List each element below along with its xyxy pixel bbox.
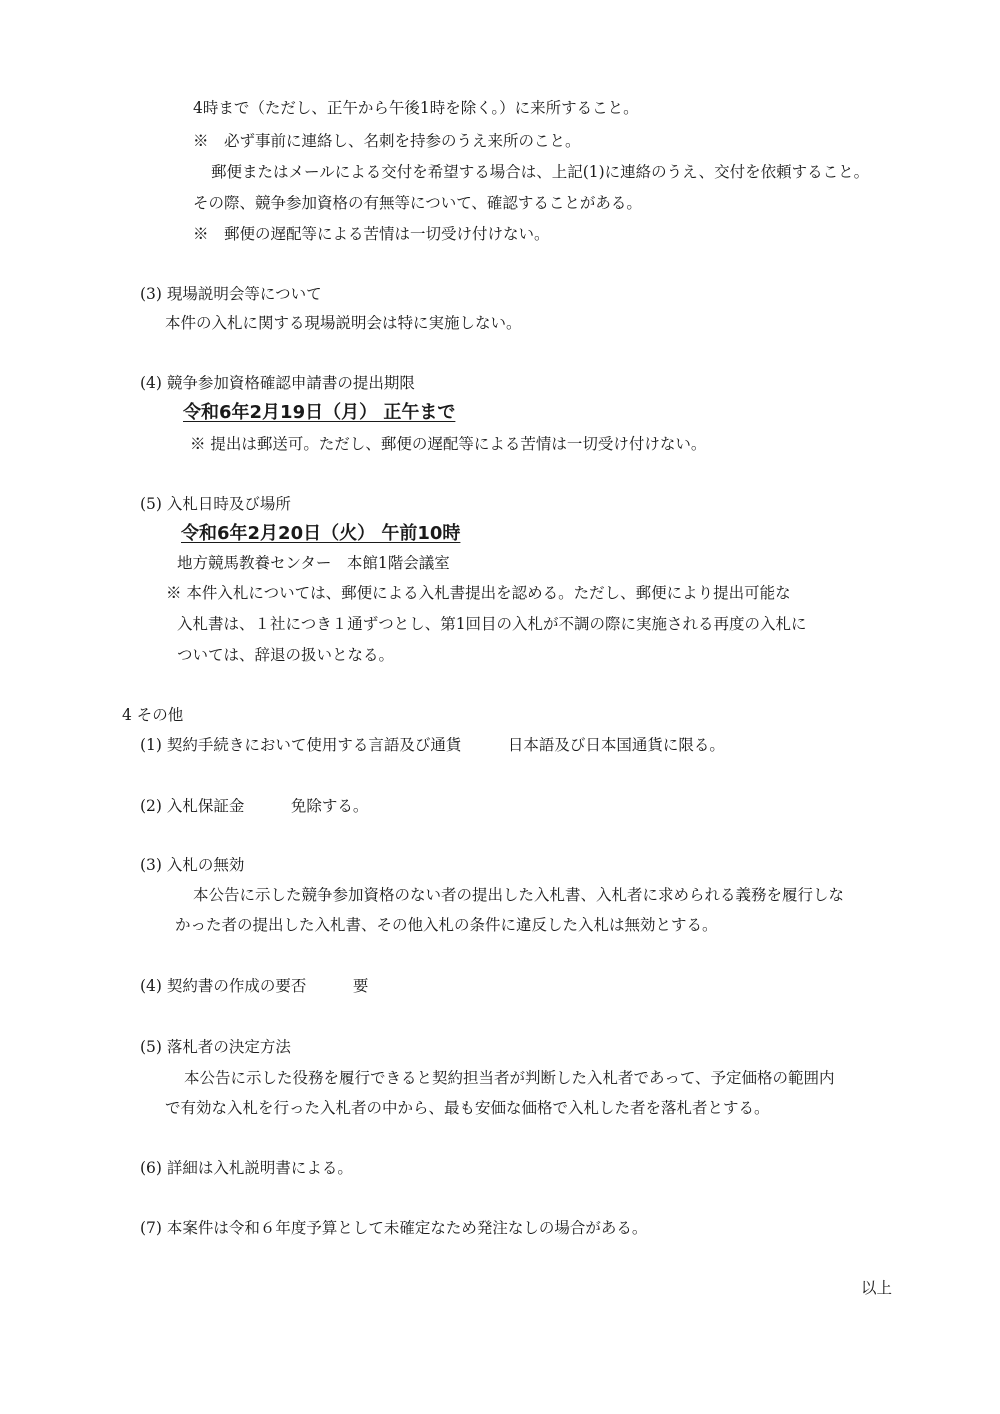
text-line: その際、競争参加資格の有無等について、確認することがある。 [193, 194, 642, 212]
text-line: 本公告に示した競争参加資格のない者の提出した入札書、入札者に求められる義務を履行しな [193, 886, 845, 904]
bid-date: 令和6年2月20日（火） 午前10時 [181, 523, 461, 544]
text-line: 4時まで（ただし、正午から午後1時を除く。）に来所すること。 [193, 99, 639, 117]
text-line: 郵便またはメールによる交付を希望する場合は、上記(1)に連絡のうえ、交付を依頼すること。 [211, 163, 870, 181]
text-line: ※ 必ず事前に連絡し、名刺を持参のうえ来所のこと。 [193, 132, 581, 150]
section-heading: (5) 入札日時及び場所 [140, 495, 291, 513]
list-item: (6) 詳細は入札説明書による。 [140, 1159, 353, 1177]
list-item: (2) 入札保証金 免除する。 [140, 797, 369, 815]
text-line: で有効な入札を行った入札者の中から、最も安価な価格で入札した者を落札者とする。 [165, 1099, 770, 1117]
text-line: かった者の提出した入札書、その他入札の条件に違反した入札は無効とする。 [175, 916, 718, 934]
list-item: (7) 本案件は令和６年度予算として未確定なため発注なしの場合がある。 [140, 1219, 648, 1237]
section-heading: (3) 現場説明会等について [140, 285, 322, 303]
list-item: (3) 入札の無効 [140, 856, 245, 874]
closing-text: 以上 [861, 1279, 893, 1297]
text-line: ※ 郵便の遅配等による苦情は一切受け付けない。 [193, 225, 550, 243]
note-line: ※ 提出は郵送可。ただし、郵便の遅配等による苦情は一切受け付けない。 [190, 435, 707, 453]
note-line: ※ 本件入札については、郵便による入札書提出を認める。ただし、郵便により提出可能な [166, 584, 791, 602]
list-item: (4) 契約書の作成の要否 要 [140, 977, 369, 995]
section-heading: (4) 競争参加資格確認申請書の提出期限 [140, 374, 415, 392]
deadline-date: 令和6年2月19日（月） 正午まで [183, 402, 456, 423]
text-line: 本公告に示した役務を履行できると契約担当者が判断した入札者であって、予定価格の範囲内 [184, 1069, 835, 1087]
list-item: (1) 契約手続きにおいて使用する言語及び通貨 日本語及び日本国通貨に限る。 [140, 736, 725, 754]
list-item: (5) 落札者の決定方法 [140, 1038, 291, 1056]
note-line: ついては、辞退の扱いとなる。 [177, 646, 395, 664]
section-heading: 4 その他 [122, 706, 184, 724]
note-line: 入札書は、１社につき１通ずつとし、第1回目の入札が不調の際に実施される再度の入札に [177, 615, 807, 633]
bid-place: 地方競馬教養センター 本館1階会議室 [177, 554, 450, 572]
text-line: 本件の入札に関する現場説明会は特に実施しない。 [165, 314, 522, 332]
